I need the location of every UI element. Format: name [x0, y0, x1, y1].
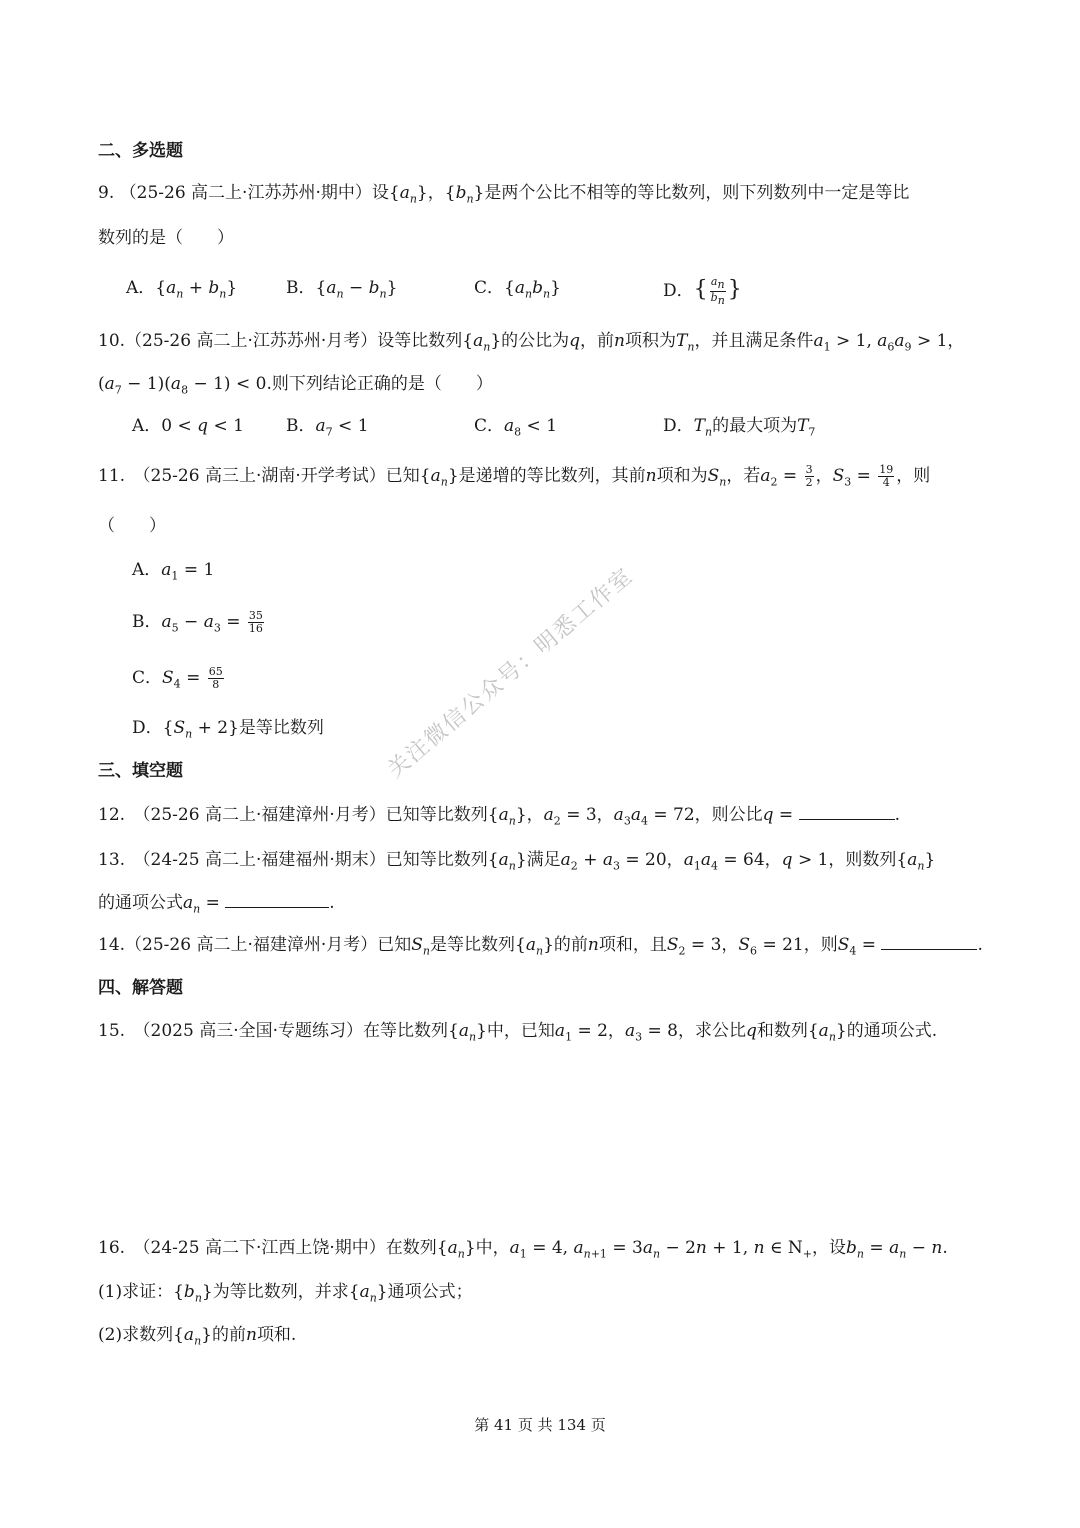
question-9-option-a: A．$\{a_n + b_n\}$	[126, 278, 238, 301]
question-9-line1: 9. （25-26 高二上·江苏苏州·期中）设$\{a_n\}$，$\{b_n\}$是两个公比不相等的等比数列，则下列数列中一定是等比	[98, 183, 910, 206]
question-13-line2: 的通项公式$a_n$ = .	[98, 893, 335, 916]
question-11-paren: （ ）	[98, 516, 166, 536]
question-9-option-d: D．{ $\frac{a_n}{b_n}$ }	[663, 275, 742, 308]
question-9-option-c: C．$\{a_nb_n\}$	[474, 278, 561, 301]
question-16-line1: 16. （24-25 高二下·江西上饶·期中）在数列$\{a_n\}$中，$a_1 = 4$, $a_{n+1} = 3a_n - 2n + 1$, n ∈ $N_+$，设$b_n = a_n - n$.	[98, 1238, 948, 1261]
answer-blank[interactable]	[799, 803, 895, 820]
question-10-option-a: A．0 < q < 1	[132, 416, 244, 436]
question-9-line2: 数列的是（ ）	[98, 228, 234, 248]
question-11-option-b: B．$a_5 - a_3$ = $\frac{35}{16}$	[132, 609, 263, 635]
question-11-option-c: C．$S_4$ = $\frac{65}{8}$	[132, 665, 223, 691]
section-heading-fill-blank: 三、填空题	[98, 761, 183, 781]
question-15: 15. （2025 高三·全国·专题练习）在等比数列$\{a_n\}$中，已知$a_1 = 2$，$a_3 = 8$，求公比q和数列$\{a_n\}$的通项公式.	[98, 1021, 938, 1044]
question-10-line2: $(a_7 - 1)(a_8 - 1) < 0$.则下列结论正确的是（ ）	[98, 374, 493, 397]
page-footer: 第 41 页 共 134 页	[474, 1416, 606, 1434]
answer-blank[interactable]	[225, 891, 329, 908]
question-11-option-d: D．$\{S_n + 2\}$是等比数列	[132, 718, 324, 741]
question-10-option-b: B．$a_7 < 1$	[286, 416, 369, 439]
question-11-option-a: A．$a_1 = 1$	[132, 560, 215, 583]
section-heading-multi-choice: 二、多选题	[98, 141, 183, 161]
question-16-part1: (1)求证：$\{b_n\}$为等比数列，并求$\{a_n\}$通项公式；	[98, 1282, 473, 1305]
question-14: 14.（25-26 高二上·福建漳州·月考）已知$S_n$是等比数列$\{a_n\}$的前n项和，且$S_2 = 3$，$S_6 = 21$，则$S_4$ = .	[98, 935, 983, 958]
question-10-option-d: D．$T_n$的最大项为$T_7$	[663, 416, 816, 439]
question-10-line1: 10.（25-26 高二上·江苏苏州·月考）设等比数列$\{a_n\}$的公比为q，前n项积为$T_n$，并且满足条件$a_1 > 1$, $a_6a_9 > 1$，	[98, 331, 965, 354]
section-heading-answer: 四、解答题	[98, 978, 183, 998]
question-13-line1: 13. （24-25 高二上·福建福州·期末）已知等比数列$\{a_n\}$满足$a_2 + a_3 = 20$，$a_1a_4 = 64$，q > 1，则数列$\{a_n\}$	[98, 850, 936, 873]
question-11-line1: 11. （25-26 高三上·湖南·开学考试）已知$\{a_n\}$是递增的等比数列，其前n项和为$S_n$，若$a_2$ = $\frac{3}{2}$ ，$S_3$ = $\frac{19}{4}$ ，则	[98, 463, 931, 489]
question-9-option-b: B．$\{a_n - b_n\}$	[286, 278, 398, 301]
question-10-option-c: C．$a_8 < 1$	[474, 416, 558, 439]
question-source: （25-26 高二上·江苏苏州·期中）	[119, 183, 372, 203]
question-12: 12. （25-26 高二上·福建漳州·月考）已知等比数列$\{a_n\}$，$a_2 = 3$，$a_3a_4 = 72$，则公比q = .	[98, 805, 900, 828]
watermark: 关注微信公众号：明悉工作室	[383, 563, 639, 783]
answer-blank[interactable]	[881, 933, 977, 950]
question-number: 9.	[98, 183, 115, 203]
question-16-part2: (2)求数列$\{a_n\}$的前n项和.	[98, 1325, 297, 1348]
